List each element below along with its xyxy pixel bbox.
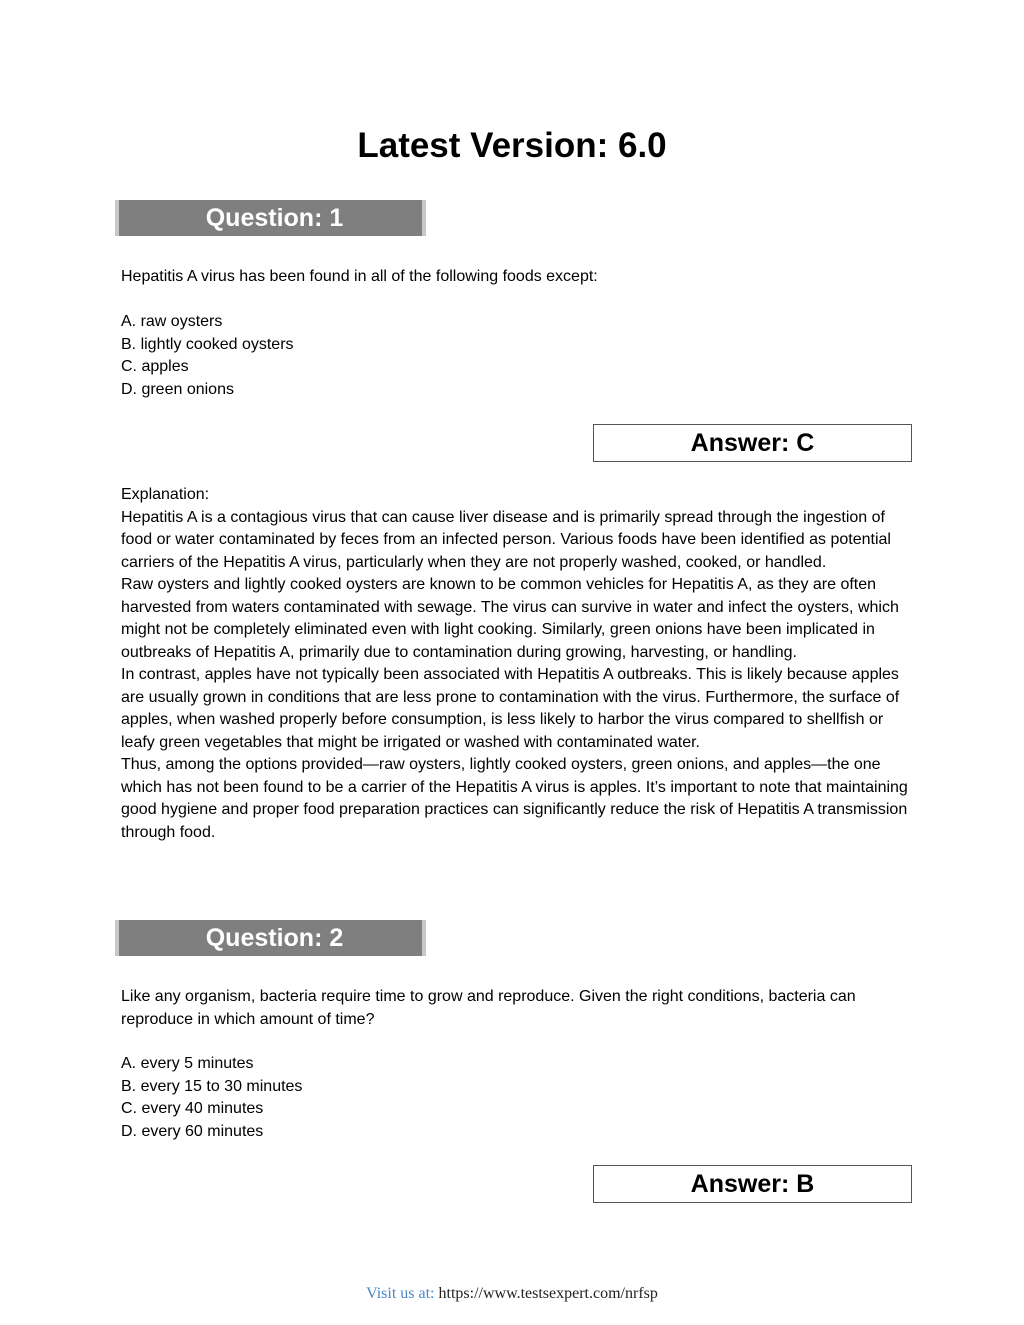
option-c: C. apples bbox=[121, 358, 189, 375]
footer-url-link[interactable]: https://www.testsexpert.com/nrfsp bbox=[438, 1285, 658, 1302]
question-1-label: Question: 1 bbox=[205, 204, 344, 232]
question-2-text: Like any organism, bacteria require time to grow and reproduce. Given the right conditions, bacteria can reproduce in which amount of time? bbox=[121, 988, 856, 1028]
explanation-paragraph-2: Raw oysters and lightly cooked oysters are known to be common vehicles for Hepatitis A, as they are often harvested from waters contaminated with sewage. The virus can survive in water and infect the oysters, which might not be completely eliminated even with light cooking. Similarly, green onions have been implicated in outbreaks of Hepatitis A, primarily due to contamination during growing, harvesting, or handling. bbox=[121, 576, 899, 661]
question-1-explanation bbox=[121, 484, 911, 844]
page-title: Latest Version: 6.0 bbox=[357, 126, 667, 165]
question-1-answer: Answer: C bbox=[593, 424, 912, 462]
question-2-answer: Answer: B bbox=[593, 1165, 912, 1203]
option-b: B. lightly cooked oysters bbox=[121, 335, 294, 353]
question-1-header bbox=[115, 200, 426, 236]
option-c: C. every 40 minutes bbox=[121, 1100, 264, 1117]
footer-label: Visit us at: bbox=[366, 1285, 435, 1302]
option-d: D. every 60 minutes bbox=[121, 1122, 264, 1140]
option-a: A. raw oysters bbox=[121, 313, 223, 330]
explanation-paragraph-1: Hepatitis A is a contagious virus that can cause liver disease and is primarily spread through the ingestion of food or water contaminated by feces from an infected person. Various foods have been identified as potential carriers of the Hepatitis A virus, particularly when they are not properly washed, cooked, or handled. bbox=[121, 508, 891, 571]
option-d: D. green onions bbox=[121, 380, 234, 398]
footer bbox=[0, 1284, 1024, 1304]
option-a: A. every 5 minutes bbox=[121, 1055, 254, 1072]
option-b: B. every 15 to 30 minutes bbox=[121, 1077, 303, 1095]
explanation-paragraph-4: Thus, among the options provided—raw oysters, lightly cooked oysters, green onions, and apples—the one which has not been found to be a carrier of the Hepatitis A virus is apples. It’s important to note that maintaining good hygiene and proper food preparation practices can significantly reduce the risk of Hepatitis A transmission through food. bbox=[121, 756, 908, 841]
question-1-text: Hepatitis A virus has been found in all of the following foods except: bbox=[121, 268, 598, 285]
question-2-label: Question: 2 bbox=[205, 924, 344, 952]
explanation-paragraph-3: In contrast, apples have not typically been associated with Hepatitis A outbreaks. This is likely because apples are usually grown in conditions that are less prone to contamination with the virus. Furthermore, the surface of apples, when washed properly before consumption, is less likely to harbor the virus compared to shellfish or leafy green vegetables that might be irrigated or washed with contaminated water. bbox=[121, 666, 900, 751]
question-2-header bbox=[115, 920, 426, 956]
question-2-options bbox=[121, 1053, 911, 1143]
question-1-options bbox=[121, 311, 911, 401]
explanation-label: Explanation: bbox=[121, 486, 210, 503]
